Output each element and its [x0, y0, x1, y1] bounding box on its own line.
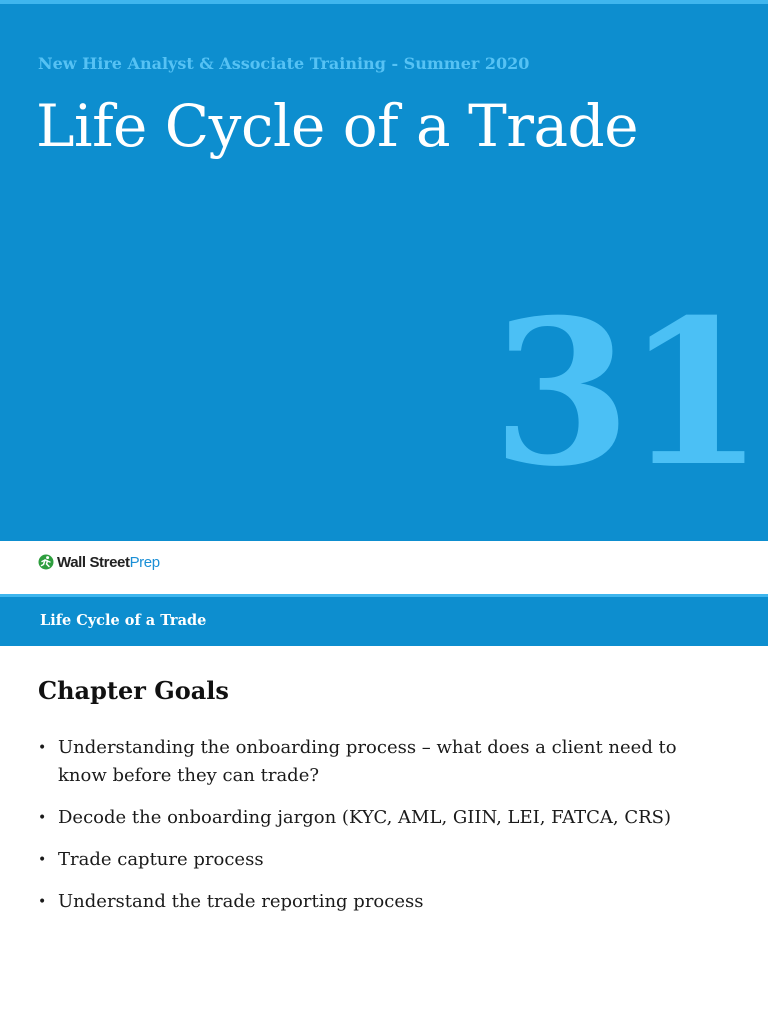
goal-item — [38, 734, 728, 790]
chapter-number: 31 — [492, 276, 759, 511]
goal-text: Decode the onboarding jargon (KYC, AML, GIIN, LEI, FATCA, CRS) — [58, 807, 672, 828]
header-bar-label: Life Cycle of a Trade — [40, 612, 207, 629]
goal-item — [38, 888, 728, 916]
bullet-icon: • — [38, 810, 47, 826]
wall-street-prep-logo — [38, 552, 160, 572]
bullet-icon: • — [38, 740, 47, 756]
chapter-goals-heading: Chapter Goals — [38, 676, 229, 705]
goal-item — [38, 804, 728, 832]
chapter-goals-list — [38, 734, 728, 930]
bullet-icon: • — [38, 852, 47, 868]
page-header-bar — [0, 594, 768, 646]
goal-text: Understanding the onboarding process – what does a client need to know before they can trade? — [58, 737, 677, 786]
bullet-icon: • — [38, 894, 47, 910]
cover-title: Life Cycle of a Trade — [36, 92, 639, 160]
logo-wordmark-prep: Prep — [129, 553, 160, 571]
logo-wordmark-wall-street: Wall Street — [57, 553, 130, 571]
goal-text: Understand the trade reporting process — [58, 891, 424, 912]
goal-text: Trade capture process — [58, 849, 264, 870]
runner-icon — [38, 554, 54, 570]
goal-item — [38, 846, 728, 874]
cover-subtitle: New Hire Analyst & Associate Training - Summer 2020 — [38, 54, 530, 73]
